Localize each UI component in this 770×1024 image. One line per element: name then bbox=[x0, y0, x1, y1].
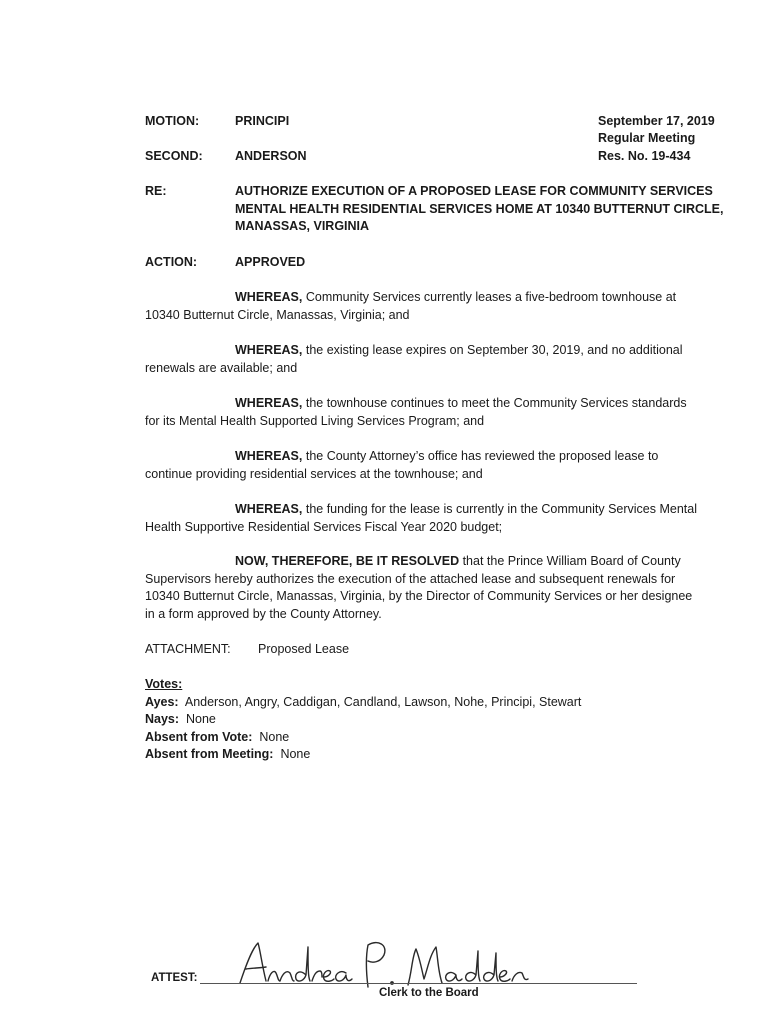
absent-vote-label: Absent from Vote: bbox=[145, 730, 253, 744]
nays-label: Nays: bbox=[145, 712, 180, 726]
votes-ayes bbox=[145, 695, 581, 709]
resolved-text: Supervisors hereby authorizes the execution of the attached lease and subsequent renewals for bbox=[145, 571, 676, 586]
absent-meeting-label: Absent from Meeting: bbox=[145, 747, 274, 761]
whereas-paragraph-2 bbox=[145, 342, 725, 377]
whereas-paragraph-5 bbox=[145, 501, 725, 536]
whereas-text: the townhouse continues to meet the Community Services standards bbox=[302, 396, 687, 410]
meeting-type: Regular Meeting bbox=[598, 131, 696, 145]
resolved-paragraph bbox=[145, 553, 725, 623]
nays-value: None bbox=[186, 712, 216, 726]
votes-absent-vote bbox=[145, 730, 289, 744]
attest-label: ATTEST: bbox=[151, 972, 198, 984]
attachment-value: Proposed Lease bbox=[258, 642, 350, 656]
action-value: APPROVED bbox=[235, 255, 306, 269]
re-line-2: MENTAL HEALTH RESIDENTIAL SERVICES HOME AT 10340 BUTTERNUT CIRCLE, bbox=[235, 202, 724, 216]
whereas-text: continue providing residential services at the townhouse; and bbox=[145, 466, 483, 481]
resolution-number: Res. No. 19-434 bbox=[598, 149, 691, 163]
second-label: SECOND: bbox=[145, 149, 203, 163]
whereas-lead: WHEREAS, bbox=[235, 396, 303, 410]
re-label: RE: bbox=[145, 184, 167, 198]
second-value: ANDERSON bbox=[235, 149, 307, 163]
ayes-value: Anderson, Angry, Caddigan, Candland, Lawson, Nohe, Principi, Stewart bbox=[184, 695, 582, 709]
whereas-text: for its Mental Health Supported Living Services Program; and bbox=[145, 413, 485, 428]
whereas-text: renewals are available; and bbox=[145, 360, 298, 375]
motion-value: PRINCIPI bbox=[235, 114, 290, 128]
resolved-lead: NOW, THEREFORE, BE IT RESOLVED bbox=[235, 554, 460, 568]
whereas-paragraph-4 bbox=[145, 448, 725, 483]
absent-vote-value: None bbox=[259, 730, 290, 744]
action-label: ACTION: bbox=[145, 255, 198, 269]
votes-nays bbox=[145, 712, 216, 726]
whereas-lead: WHEREAS, bbox=[235, 502, 303, 516]
whereas-paragraph-1 bbox=[145, 289, 725, 324]
votes-heading: Votes: bbox=[145, 677, 183, 691]
resolved-text: that the Prince William Board of County bbox=[459, 554, 681, 568]
whereas-text: the funding for the lease is currently in the Community Services Mental bbox=[302, 502, 698, 516]
attachment-label: ATTACHMENT: bbox=[145, 642, 231, 656]
signature-line bbox=[200, 983, 637, 984]
whereas-paragraph-3 bbox=[145, 395, 725, 430]
whereas-text: the County Attorney’s office has reviewed the proposed lease to bbox=[302, 449, 659, 463]
re-line-1: AUTHORIZE EXECUTION OF A PROPOSED LEASE FOR COMMUNITY SERVICES bbox=[235, 184, 713, 198]
votes-absent-meeting bbox=[145, 747, 310, 761]
signature-title: Clerk to the Board bbox=[379, 987, 479, 999]
whereas-text: Community Services currently leases a five-bedroom townhouse at bbox=[302, 290, 677, 304]
whereas-lead: WHEREAS, bbox=[235, 449, 303, 463]
whereas-lead: WHEREAS, bbox=[235, 343, 303, 357]
re-line-3: MANASSAS, VIRGINIA bbox=[235, 219, 370, 233]
meeting-date: September 17, 2019 bbox=[598, 114, 715, 128]
motion-label: MOTION: bbox=[145, 114, 200, 128]
ayes-label: Ayes: bbox=[145, 695, 179, 709]
absent-meeting-value: None bbox=[280, 747, 311, 761]
whereas-text: 10340 Butternut Circle, Manassas, Virginia; and bbox=[145, 307, 410, 322]
handwritten-signature bbox=[232, 935, 542, 990]
whereas-text: Health Supportive Residential Services Fiscal Year 2020 budget; bbox=[145, 519, 503, 534]
whereas-lead: WHEREAS, bbox=[235, 290, 303, 304]
resolved-text: in a form approved by the County Attorney. bbox=[145, 606, 382, 621]
resolved-text: 10340 Butternut Circle, Manassas, Virginia, by the Director of Community Services or her designee bbox=[145, 589, 693, 603]
whereas-text: the existing lease expires on September 30, 2019, and no additional bbox=[302, 343, 683, 357]
